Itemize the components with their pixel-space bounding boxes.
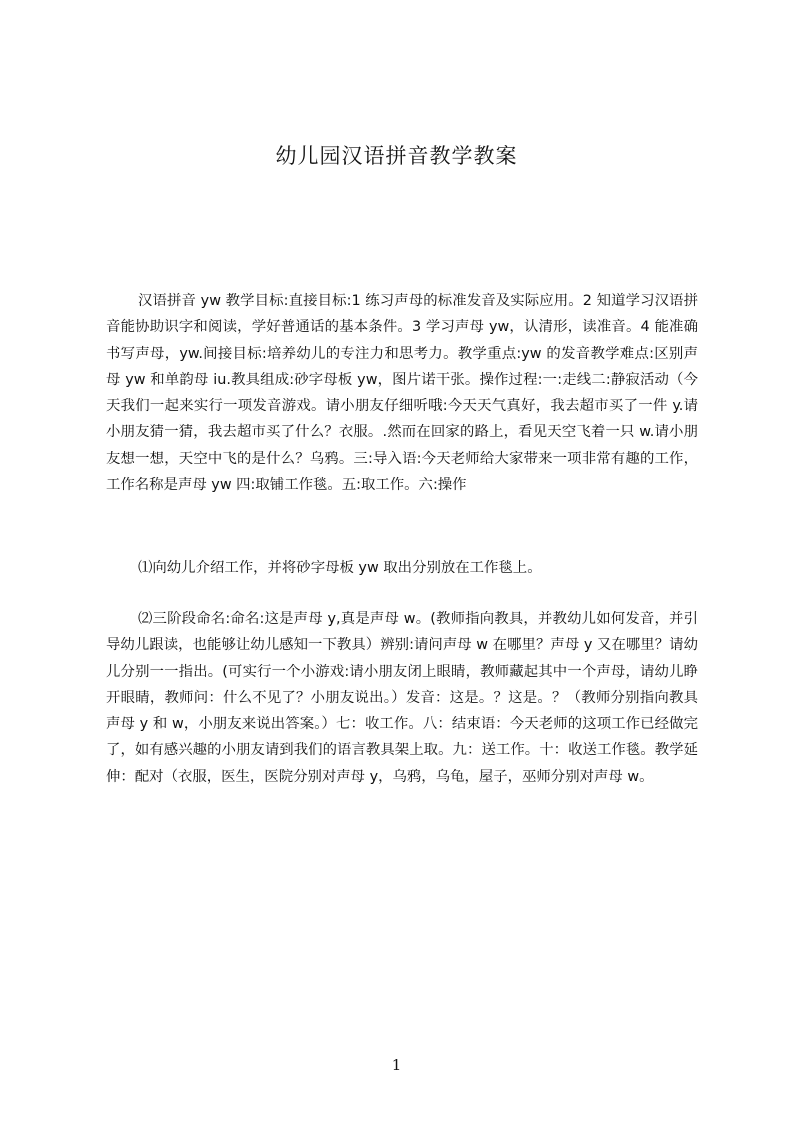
paragraph-step-1: ⑴向幼儿介绍工作，并将砂字母板 yw 取出分别放在工作毯上。 [138, 560, 542, 576]
page-title: 幼儿园汉语拼音教学教案 [275, 144, 518, 168]
paragraph-step-2: ⑵三阶段命名:命名:这是声母 y,真是声母 w。(教师指向教具，并教幼儿如何发音，并引导幼儿跟读，也能够让幼儿感知一下教具）辨别:请问声母 w 在哪里？声母 y 又在哪里？请幼儿分别一一指出。(可实行一个小游戏:请小朋友闭上眼睛，教师藏起其中一个声母，请幼儿睁开眼睛，教师问：什么不见了？小朋友说出。）发音：这是。？这是。？（教师分别指向教具声母 y 和 w，小朋友来说出答案。）七：收工作。八：结束语：今天老师的这项工作已经做完了，如有感兴趣的小朋友请到我们的语言教具架上取。九：送工作。十：收送工作毯。教学延伸：配对（衣服，医生，医院分别对声母 y，乌鸦，乌龟，屋子，巫师分别对声母 w。 [106, 611, 698, 785]
paragraph-teaching-objectives: 汉语拼音 yw 教学目标:直接目标:1 练习声母的标准发音及实际应用。2 知道学习汉语拼音能协助识字和阅读，学好普通话的基本条件。3 学习声母 yw，认清形，读准音。4 能准确书写声母，yw.间接目标:培养幼儿的专注力和思考力。教学重点:yw 的发音教学难点:区别声母 yw 和单韵母 iu.教具组成:砂字母板 yw，图片诺干张。操作过程:一:走线二:静寂活动（今天我们一起来实行一项发音游戏。请小朋友仔细听哦:今天天气真好，我去超市买了一件 y.请小朋友猜一猜，我去超市买了什么？衣服。.然而在回家的路上，看见天空飞着一只 w.请小朋友想一想，天空中飞的是什么？乌鸦。三:导入语:今天老师给大家带来一项非常有趣的工作，工作名称是声母 yw 四:取铺工作毯。五:取工作。六:操作 [106, 293, 698, 494]
page-number: 1 [391, 1056, 402, 1074]
